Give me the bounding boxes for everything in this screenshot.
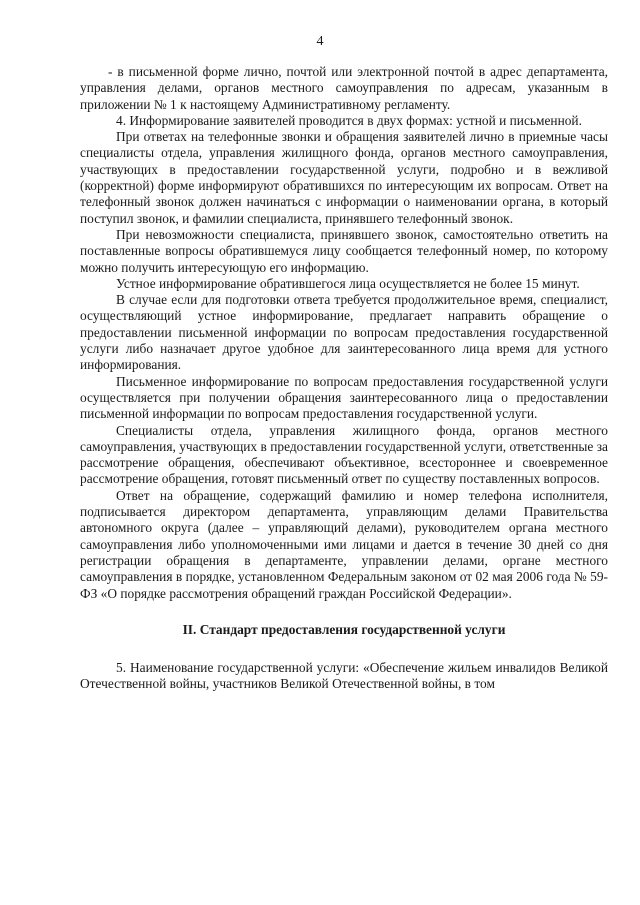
paragraph: 5. Наименование государственной услуги: «Обеспечение жильем инвалидов Великой Отечественной войны, участников Великой Отечественной войны, в том	[80, 660, 608, 692]
section-heading: II. Стандарт предоставления государственной услуги	[182, 621, 506, 637]
paragraph: Ответ на обращение, содержащий фамилию и номер телефона исполнителя, подписывается директором департамента, управляющим делами Правительства автономного округа (далее – управляющий делами), руководителем органа местного самоуправления либо уполномоченными ими лицами и дается в течение 30 дней со дня регистрации обращения в департаменте, управлении делами, органе местного самоуправления в порядке, установленном Федеральным законом от 02 мая 2006 года № 59-ФЗ «О порядке рассмотрения обращений граждан Российской Федерации».	[80, 487, 608, 601]
paragraph: - в письменной форме лично, почтой или электронной почтой в адрес департамента, управления делами, органов местного самоуправления по адресам, указанным в приложении № 1 к настоящему Административному регламенту.	[80, 64, 608, 112]
paragraph: При ответах на телефонные звонки и обращения заявителей лично в приемные часы специалисты отдела, управления жилищного фонда, органов местного самоуправления, участвующих в предоставлении государственной услуги, подробно и в вежливой (корректной) форме информируют обратившихся по интересующим их вопросам. Ответ на телефонный звонок должен начинаться с информации о наименовании органа, в который поступил звонок, и фамилии специалиста, принявшего телефонный звонок.	[80, 129, 608, 226]
paragraph: Специалисты отдела, управления жилищного фонда, органов местного самоуправления, участвующих в предоставлении государственной услуги, ответственные за рассмотрение обращения, обеспечивают объективное, всестороннее и своевременное рассмотрение обращения, готовят письменный ответ по существу поставленных вопросов.	[80, 422, 608, 487]
paragraph: Письменное информирование по вопросам предоставления государственной услуги осуществляется при получении обращения заинтересованного лица о предоставлении письменной информации по вопросам предоставления государственной услуги.	[80, 373, 608, 422]
page-number: 4	[316, 34, 324, 49]
paragraph: Устное информирование обратившегося лица осуществляется не более 15 минут.	[116, 275, 580, 291]
paragraph: В случае если для подготовки ответа требуется продолжительное время, специалист, осуществляющий устное информирование, предлагает направить обращение о предоставлении письменной информации по вопросам предоставления государственной услуги либо назначает другое удобное для заинтересованного лица время для устного информирования.	[80, 292, 608, 373]
paragraph: При невозможности специалиста, принявшего звонок, самостоятельно ответить на поставленные вопросы обратившемуся лицу сообщается телефонный номер, по которому можно получить интересующую его информацию.	[80, 226, 608, 275]
paragraph: 4. Информирование заявителей проводится в двух формах: устной и письменной.	[116, 112, 582, 128]
document-body	[80, 64, 608, 693]
